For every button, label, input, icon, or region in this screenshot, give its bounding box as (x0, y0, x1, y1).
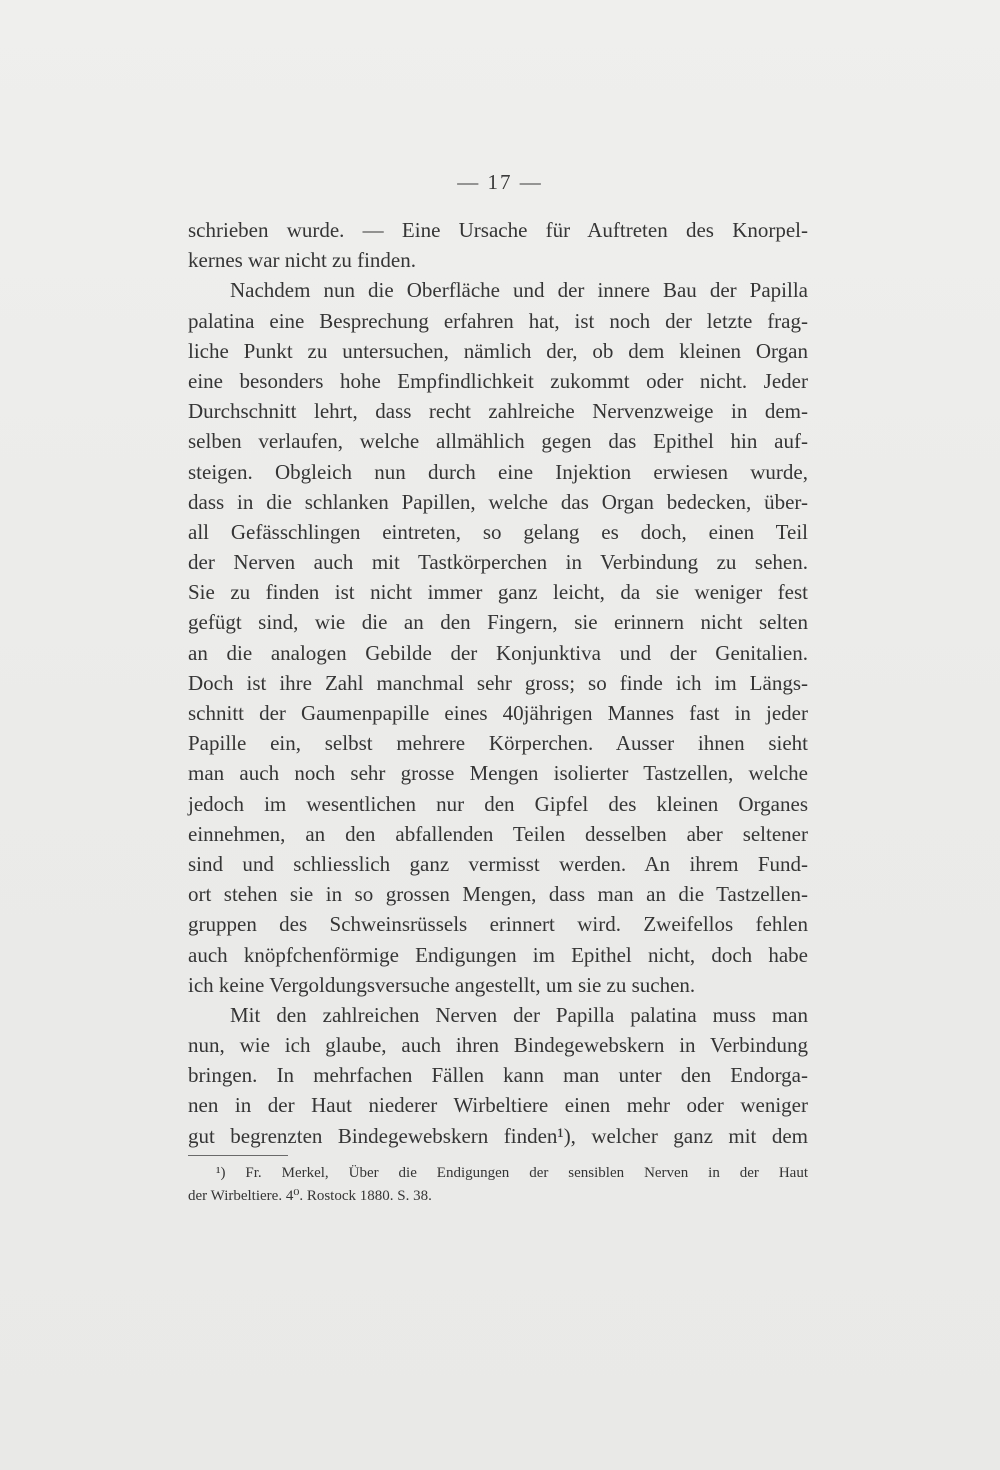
text-line: gut begrenzten Bindegewebskern finden¹), welcher ganz mit dem (188, 1123, 808, 1148)
text-line: nun, wie ich glaube, auch ihren Bindegewebskern in Verbindung (188, 1033, 808, 1058)
text-line: all Gefässchlingen eintreten, so gelang es doch, einen Teil (188, 519, 808, 544)
text-line: schnitt der Gaumenpapille eines 40jährigen Mannes fast in jeder (188, 701, 808, 725)
text-line: ich keine Vergoldungsversuche angestellt, um sie zu suchen. (188, 972, 696, 997)
text-line: gruppen des Schweinsrüssels erinnert wird. Zweifellos fehlen (188, 912, 808, 937)
text-line: liche Punkt zu untersuchen, nämlich der, ob dem kleinen Organ (188, 338, 808, 363)
text-line: man auch noch sehr grosse Mengen isolierter Tastzellen, welche (188, 761, 808, 786)
text-line: ort stehen sie in so grossen Mengen, dass man an die Tastzellen- (188, 882, 808, 907)
text-line: Mit den zahlreichen Nerven der Papilla palatina muss man (230, 1002, 808, 1027)
text-line: dass in die schlanken Papillen, welche das Organ bedecken, über- (188, 489, 808, 514)
text-line: sind und schliesslich ganz vermisst werden. An ihrem Fund- (188, 851, 808, 876)
text-line: kernes war nicht zu finden. (188, 248, 416, 273)
body-text (188, 215, 808, 1151)
text-line: an die analogen Gebilde der Konjunktiva und der Genitalien. (188, 640, 808, 665)
text-line: gefügt sind, wie die an den Fingern, sie erinnern nicht selten (188, 610, 808, 635)
text-line: bringen. In mehrfachen Fällen kann man unter den Endorga- (188, 1063, 808, 1088)
text-line: Sie zu finden ist nicht immer ganz leicht, da sie weniger fest (188, 580, 808, 605)
footnote-line: ¹) Fr. Merkel, Über die Endigungen der sensiblen Nerven in der Haut (216, 1165, 808, 1181)
text-line: einnehmen, an den abfallenden Teilen desselben aber seltener (188, 821, 808, 846)
text-line: der Nerven auch mit Tastkörperchen in Verbindung zu sehen. (188, 550, 808, 575)
text-line: nen in der Haut niederer Wirbeltiere einen mehr oder weniger (188, 1093, 808, 1118)
text-line: Durchschnitt lehrt, dass recht zahlreiche Nervenzweige in dem- (188, 399, 808, 424)
page-number: — 17 — (457, 170, 543, 194)
footnote-line: der Wirbeltiere. 4⁰. Rostock 1880. S. 38. (188, 1188, 432, 1204)
footnote-divider (188, 1155, 288, 1156)
text-line: auch knöpfchenförmige Endigungen im Epithel nicht, doch habe (188, 942, 808, 967)
text-line: selben verlaufen, welche allmählich gegen das Epithel hin auf- (188, 429, 808, 454)
text-line: schrieben wurde. — Eine Ursache für Auftreten des Knorpel- (188, 218, 808, 242)
text-line: steigen. Obgleich nun durch eine Injektion erwiesen wurde, (188, 459, 808, 484)
text-line: Doch ist ihre Zahl manchmal sehr gross; so finde ich im Längs- (188, 670, 808, 695)
text-line: eine besonders hohe Empfindlichkeit zukommt oder nicht. Jeder (188, 368, 808, 393)
text-line: jedoch im wesentlichen nur den Gipfel des kleinen Organes (188, 791, 808, 816)
footnotes (188, 1162, 808, 1208)
text-line: Nachdem nun die Oberfläche und der innere Bau der Papilla (230, 278, 808, 303)
text-line: palatina eine Besprechung erfahren hat, ist noch der letzte frag- (188, 308, 808, 333)
text-line: Papille ein, selbst mehrere Körperchen. Ausser ihnen sieht (188, 731, 808, 756)
